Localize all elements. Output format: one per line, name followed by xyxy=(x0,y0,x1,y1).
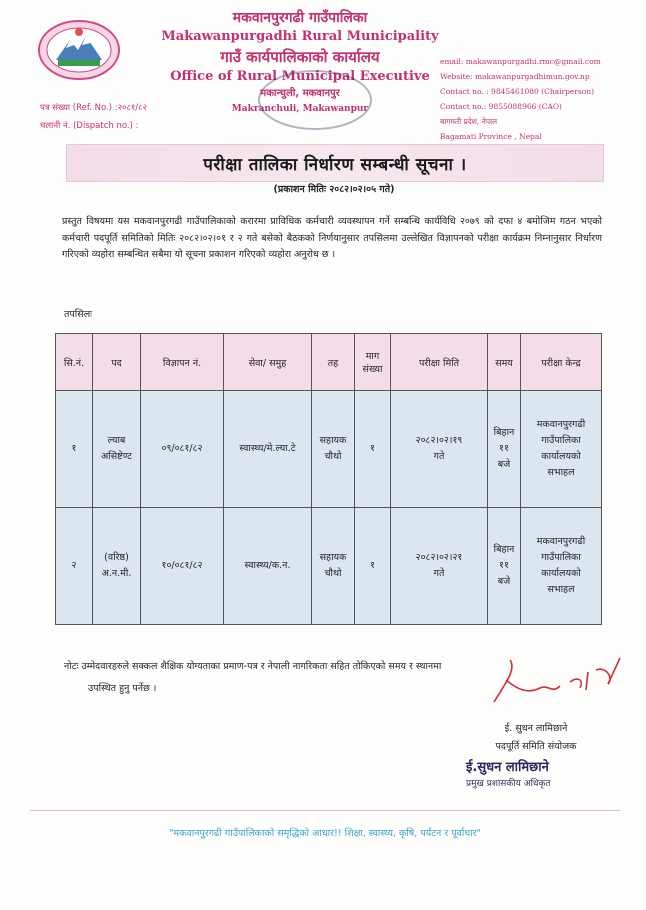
notice-title-banner xyxy=(66,144,604,182)
signature-icon xyxy=(488,650,628,710)
level-line: चौथो xyxy=(324,451,342,462)
cell-center xyxy=(521,508,602,625)
center-line: सभाहल xyxy=(547,467,575,478)
place-en: Makranchuli, Makawanpur xyxy=(231,104,369,114)
cell-time xyxy=(488,508,521,625)
contact-cao: Contact no.: 9855088966 (CAO) xyxy=(440,102,562,111)
signatory-name: ई. सुधन लामिछाने xyxy=(504,723,568,734)
center-line: सभाहल xyxy=(547,584,575,595)
signatory-role: पदपूर्ति समिति संयोजक xyxy=(495,741,577,752)
header-level: तह xyxy=(312,334,355,391)
cell-sn: २ xyxy=(56,508,93,625)
province-ne: बागमती प्रदेश, नेपाल xyxy=(440,117,498,126)
level-line: सहायक xyxy=(319,552,347,563)
exam-schedule-table xyxy=(55,333,602,625)
center-line: गाउँपालिका xyxy=(541,435,581,446)
header-demand: माग संख्या xyxy=(355,334,391,391)
notice-title: परीक्षा तालिका निर्धारण सम्बन्धी सूचना । xyxy=(203,154,467,175)
contact-block xyxy=(440,54,640,144)
center-line: गाउँपालिका xyxy=(541,552,581,563)
time-line: बजे xyxy=(497,459,511,470)
cell-post xyxy=(93,508,141,625)
time-line: बजे xyxy=(497,576,511,587)
cell-exam-date xyxy=(391,508,488,625)
level-line: सहायक xyxy=(319,435,347,446)
header-sn: सि.नं. xyxy=(56,334,93,391)
table-header-row xyxy=(56,334,602,391)
time-line: ११ xyxy=(499,560,509,571)
publication-date: (प्रकाशन मितिः २०८२।०२।०५ गते) xyxy=(273,184,395,195)
footer-divider xyxy=(30,810,620,811)
header-time: समय xyxy=(488,334,521,391)
office-name-en: Office of Rural Municipal Executive xyxy=(170,69,430,84)
post-line: असिष्टेण्ट xyxy=(101,451,132,462)
center-line: मकवानपुरगढी xyxy=(536,536,586,547)
municipality-logo-icon xyxy=(36,18,122,82)
municipality-name-en: Makawanpurgadhi Rural Municipality xyxy=(161,29,439,44)
cell-adv-no: १०/०८१/८२ xyxy=(141,508,224,625)
header-post: पद xyxy=(93,334,141,391)
center-line: कार्यालयको xyxy=(541,451,581,462)
cell-adv-no: ०९/०८१/८२ xyxy=(141,391,224,508)
email-text: email: makawanpurgadhi.rmc@gmail.com xyxy=(440,57,601,66)
cell-level xyxy=(312,391,355,508)
reference-block xyxy=(40,99,147,135)
footer-slogan: "मकवानपुरगढी गाउँपालिकाको समृद्धिको आधार!! शिक्षा, स्वास्थ्य, कृषि, पर्यटन र पूर्वाधार" xyxy=(169,828,481,839)
round-stamp xyxy=(258,70,372,130)
post-line: ल्याब xyxy=(107,435,126,446)
cell-service: स्वास्थ्य/क.न. xyxy=(224,508,312,625)
details-label: तपसिलः xyxy=(64,309,93,320)
signatory-block xyxy=(466,720,606,756)
table-row xyxy=(56,391,602,508)
post-line: (वरिष्ठ) xyxy=(104,552,129,563)
stamp-role: प्रमुख प्रशासकीय अधिकृत xyxy=(466,779,551,789)
notice-body: प्रस्तुत विषयमा यस मकवानपुरगढी गाउँपालिकाको करारमा प्राविधिक कर्मचारी व्यवस्थापन गर्ने सम्बन्धि कार्यविधि २०७९ को दफा ४ बमोजिम गठन भएको कर्मचारी पदपूर्ति समितिको मितिः २०८२।०२।०१ र २ गते बसेको बैठकको निर्णयानुसार तपसिलमा उल्लेखित विज्ञापनको परीक्षा कार्यक्रम निम्नानुसार निर्धारण गरिएको व्यहोरा सम्बन्धित सबैमा यो सूचना प्रकाशन गरिएको व्यहोरा अनुरोध छ । xyxy=(62,216,602,260)
date-line: २०८२।०२।१९ xyxy=(415,435,463,446)
date-line: २०८२।०२।२१ xyxy=(415,552,463,563)
cell-demand: १ xyxy=(355,391,391,508)
time-line: बिहान xyxy=(493,427,515,438)
cell-sn: १ xyxy=(56,391,93,508)
cell-service: स्वास्थ्य/मे.ल्या.टे xyxy=(224,391,312,508)
place-ne: मकान्चुली, मकवानपुर xyxy=(260,88,340,99)
cell-post xyxy=(93,391,141,508)
level-line: चौथो xyxy=(324,568,342,579)
note-line: उपस्थित हुनु पर्नेछ । xyxy=(88,683,157,694)
center-line: मकवानपुरगढी xyxy=(536,419,586,430)
stamp-name: ई.सुधन लामिछाने xyxy=(466,760,549,775)
office-name-ne: गाउँ कार्यपालिकाको कार्यालय xyxy=(220,48,380,66)
cell-demand: १ xyxy=(355,508,391,625)
official-stamp xyxy=(466,760,606,792)
municipality-name-ne: मकवानपुरगढी गाउँपालिका xyxy=(232,10,368,26)
cell-time xyxy=(488,391,521,508)
header-adv-no: विज्ञापन नं. xyxy=(141,334,224,391)
post-line: अ.न.मी. xyxy=(101,568,132,579)
cell-center xyxy=(521,391,602,508)
note-line: नोटः उम्मेदवारहरुले सक्कल शैक्षिक योग्यताका प्रमाण-पत्र र नेपाली नागरिकता सहित तोकिएको समय र स्थानमा xyxy=(64,661,442,672)
website-text: Website: makawanpurgadhimun.gov.np xyxy=(440,72,590,81)
header-exam-date: परीक्षा मिति xyxy=(391,334,488,391)
contact-chairperson: Contact no. : 9845461080 (Chairperson) xyxy=(440,87,595,96)
province-en: Bagamati Province , Nepal xyxy=(440,132,542,141)
cell-level xyxy=(312,508,355,625)
cell-exam-date xyxy=(391,391,488,508)
center-line: कार्यालयको xyxy=(541,568,581,579)
dispatch-number: चलानी नं. (Dispatch no.) : xyxy=(40,121,139,131)
date-line: गते xyxy=(433,451,445,462)
ref-number: पत्र संख्या (Ref. No.) :२०८१/८२ xyxy=(40,103,147,113)
header-service: सेवा/ समुह xyxy=(224,334,312,391)
time-line: बिहान xyxy=(493,544,515,555)
date-line: गते xyxy=(433,568,445,579)
table-row xyxy=(56,508,602,625)
header-center: परीक्षा केन्द्र xyxy=(521,334,602,391)
time-line: ११ xyxy=(499,443,509,454)
